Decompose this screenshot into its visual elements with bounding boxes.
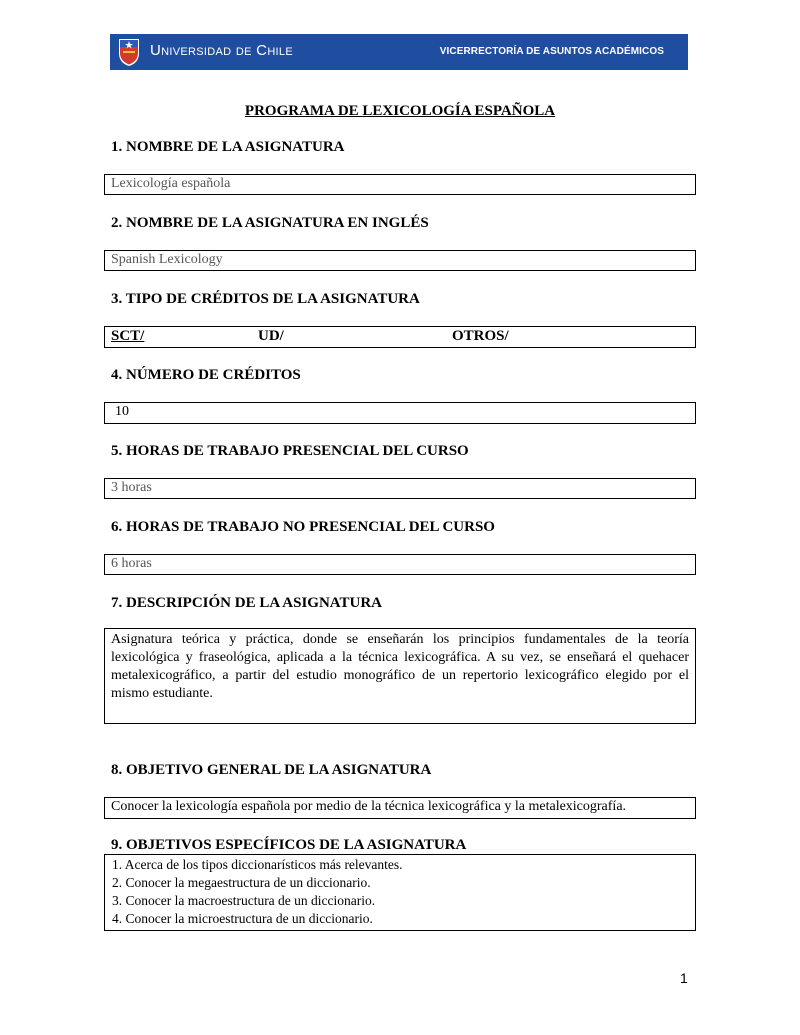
in-person-hours-value: 3 horas bbox=[111, 480, 152, 495]
section-6-heading: 6. HORAS DE TRABAJO NO PRESENCIAL DEL CURSO bbox=[111, 519, 495, 535]
list-item: 3. Conocer la macroestructura de un diccionario. bbox=[112, 893, 376, 908]
section-4-heading: 4. NÚMERO DE CRÉDITOS bbox=[111, 367, 301, 383]
specific-objectives-list bbox=[112, 856, 403, 928]
section-5-heading: 5. HORAS DE TRABAJO PRESENCIAL DEL CURSO bbox=[111, 443, 469, 459]
section-9-heading: 9. OBJETIVOS ESPECÍFICOS DE LA ASIGNATURA bbox=[111, 837, 467, 853]
list-item: 4. Conocer la microestructura de un diccionario. bbox=[112, 911, 373, 926]
section-1-heading: 1. NOMBRE DE LA ASIGNATURA bbox=[111, 139, 345, 155]
university-name: Universidad de Chile bbox=[150, 42, 293, 59]
section-7-box bbox=[104, 628, 696, 724]
course-name-english-value: Spanish Lexicology bbox=[111, 252, 223, 267]
credit-type-sct: SCT/ bbox=[111, 328, 145, 344]
credits-number-value: 10 bbox=[115, 404, 129, 419]
document-title: PROGRAMA DE LEXICOLOGÍA ESPAÑOLA bbox=[244, 103, 556, 119]
section-8-heading: 8. OBJETIVO GENERAL DE LA ASIGNATURA bbox=[111, 762, 432, 778]
section-2-box bbox=[104, 250, 696, 271]
page-number: 1 bbox=[680, 970, 688, 986]
university-crest-icon bbox=[117, 37, 141, 67]
list-item: 2. Conocer la megaestructura de un diccionario. bbox=[112, 875, 371, 890]
section-7-heading: 7. DESCRIPCIÓN DE LA ASIGNATURA bbox=[111, 595, 383, 611]
list-item: 1. Acerca de los tipos diccionarísticos más relevantes. bbox=[112, 857, 403, 872]
general-objective: Conocer la lexicología española por medio de la técnica lexicográfica y la metalexicografía. bbox=[111, 799, 627, 814]
credit-type-otros: OTROS/ bbox=[452, 328, 509, 344]
course-description: Asignatura teórica y práctica, donde se enseñarán los principios fundamentales de la teoría lexicológica y fraseológica, aplicada a la técnica lexicográfica. A su vez, se enseñará el quehacer metalexicográfico, a partir del estudio monográfico de un repertorio lexicográfico elegido por el mismo estudiante. bbox=[111, 632, 689, 701]
section-3-box bbox=[104, 326, 696, 348]
remote-hours-value: 6 horas bbox=[111, 556, 152, 571]
section-2-heading: 2. NOMBRE DE LA ASIGNATURA EN INGLÉS bbox=[111, 215, 429, 231]
office-name: VICERRECTORÍA DE ASUNTOS ACADÉMICOS bbox=[439, 46, 664, 57]
section-4-box bbox=[104, 402, 696, 424]
section-3-heading: 3. TIPO DE CRÉDITOS DE LA ASIGNATURA bbox=[111, 291, 420, 307]
credit-type-ud: UD/ bbox=[258, 328, 284, 344]
course-name-value: Lexicología española bbox=[111, 176, 231, 191]
section-5-box bbox=[104, 478, 696, 499]
section-6-box bbox=[104, 554, 696, 575]
section-1-box bbox=[104, 174, 696, 195]
header-banner bbox=[110, 34, 688, 70]
section-9-box bbox=[104, 854, 696, 931]
section-8-box bbox=[104, 797, 696, 819]
